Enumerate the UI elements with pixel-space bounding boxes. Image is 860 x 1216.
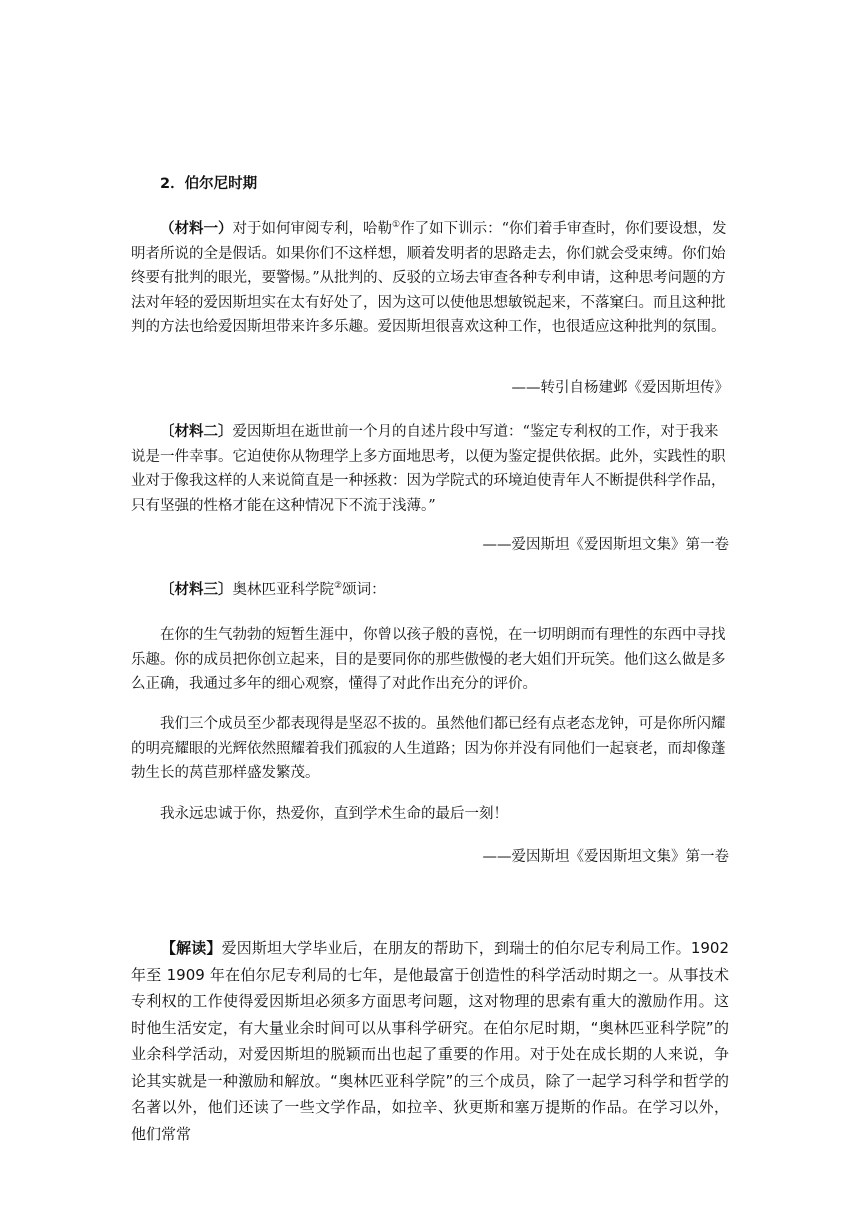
analysis-label: 【解读】 [161, 939, 222, 957]
material-one-paragraph [131, 217, 729, 340]
footnote-marker-2: ② [334, 581, 343, 592]
material-one-text-a: 对于如何审阅专利，哈勒 [232, 221, 392, 237]
analysis-text: 爱因斯坦大学毕业后，在朋友的帮助下，到瑞士的伯尔尼专利局工作。1902年至 1909 年在伯尔尼专利局的七年，是他最富于创造性的科学活动时期之一。从事技术专利权的工作使得爱因斯坦必须多方面思考问题，这对物理的思索有重大的激励作用。这时他生活安定，有大量业余时间可以从事科学研究。在伯尔尼时期，“奥林匹亚科学院”的业余科学活动，对爱因斯坦的脱颖而出也起了重要的作用。对于处在成长期的人来说，争论其实就是一种激励和解放。“奥林匹亚科学院”的三个成员，除了一起学习科学和哲学的名著以外，他们还读了一些文学作品，如拉辛、狄更斯和塞万提斯的作品。在学习以外，他们常常 [131, 939, 729, 1143]
material-three-intro [131, 578, 729, 603]
eulogy-paragraph-3: 我永远忠诚于你，热爱你，直到学术生命的最后一刻！ [160, 806, 508, 822]
material-three-source: ——爱因斯坦《爱因斯坦文集》第一卷 [482, 849, 729, 865]
section-heading: 2．伯尔尼时期 [160, 176, 258, 192]
eulogy-paragraph-2: 我们三个成员至少都表现得是坚忍不拔的。虽然他们都已经有点老态龙钟，可是你所闪耀的明亮耀眼的光辉依然照耀着我们孤寂的人生道路；因为你并没有同他们一起衰老，而却像蓬勃生长的莴苣那样盛发繁茂。 [131, 716, 726, 781]
material-one-source: ——转引自杨建邺《爱因斯坦传》 [511, 380, 729, 396]
material-two-source: ——爱因斯坦《爱因斯坦文集》第一卷 [482, 537, 729, 553]
material-three-label: 〔材料三〕 [160, 582, 233, 598]
material-one-text-b: 作了如下训示：“你们着手审查时，你们要设想，发明者所说的全是假话。如果你们不这样想，顺着发明者的思路走去，你们就会受束缚。你们始终要有批判的眼光，要警惕。”从批判的、反驳的立场去审查各种专利申请，这种思考问题的方法对年轻的爱因斯坦实在太有好处了，因为这可以使他思想敏锐起来，不落窠臼。而且这种批判的方法也给爱因斯坦带来许多乐趣。爱因斯坦很喜欢这种工作，也很适应这种批判的氛围。 [131, 221, 727, 335]
material-three-text-a: 奥林匹亚科学院 [232, 582, 334, 598]
material-three-text-b: 颂词： [342, 582, 386, 598]
analysis-paragraph [131, 935, 729, 1147]
material-one-label: （材料一） [160, 221, 233, 237]
material-two-text: 爱因斯坦在逝世前一个月的自述片段中写道：“鉴定专利权的工作，对于我来说是一件幸事。它迫使你从物理学上多方面地思考，以便为鉴定提供依据。此外，实践性的职业对于像我这样的人来说简直是一种拯救：因为学院式的环境迫使青年人不断提供科学作品，只有坚强的性格才能在这种情况下不流于浅薄。” [131, 424, 726, 514]
eulogy-paragraph-1: 在你的生气勃勃的短暂生涯中，你曾以孩子般的喜悦，在一切明朗而有理性的东西中寻找乐趣。你的成员把你创立起来，目的是要同你的那些傲慢的老大姐们开玩笑。他们这么做是多么正确，我通过多年的细心观察，懂得了对此作出充分的评价。 [131, 627, 726, 692]
footnote-marker-1: ① [392, 220, 401, 231]
material-two-label: 〔材料二〕 [160, 424, 233, 440]
material-two-paragraph [131, 420, 729, 518]
